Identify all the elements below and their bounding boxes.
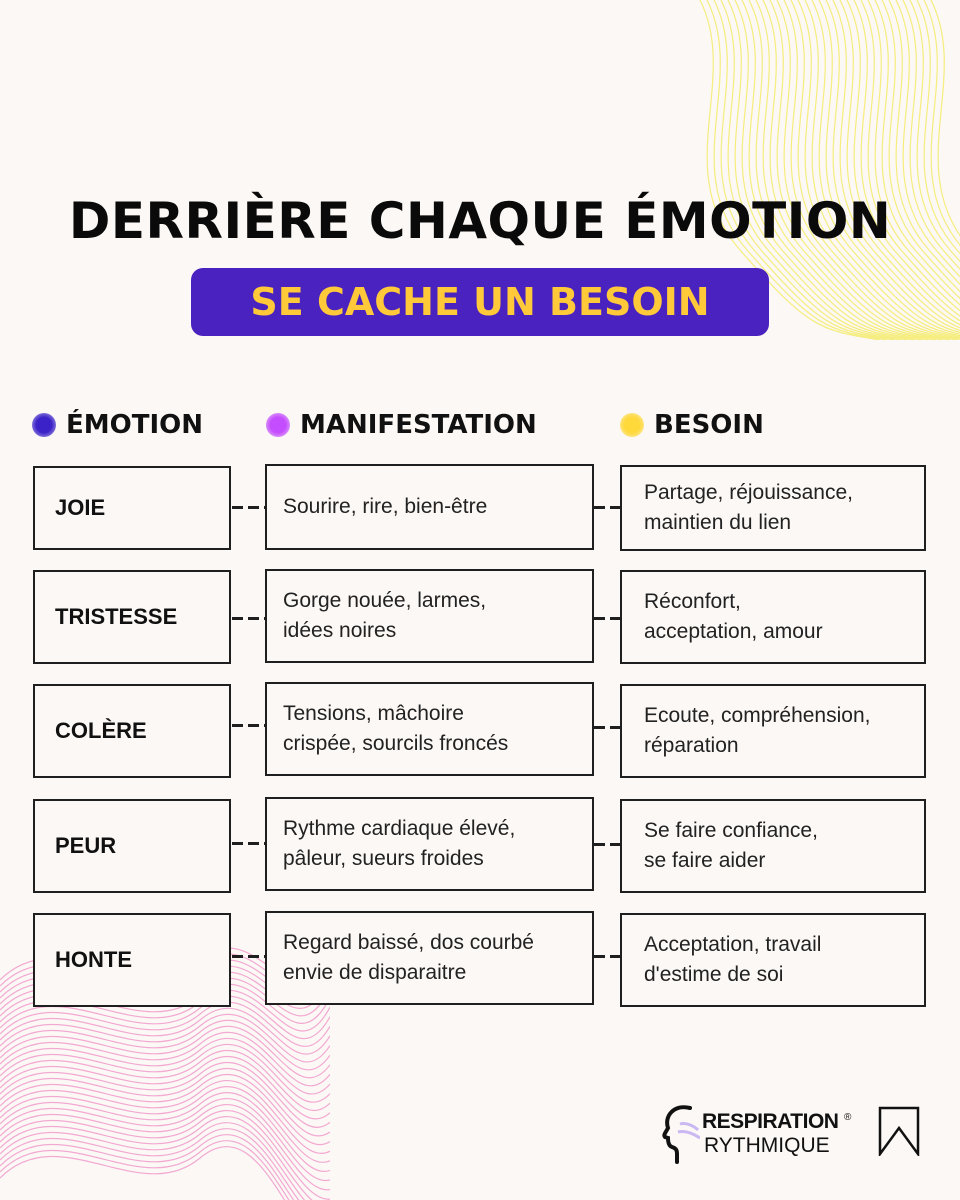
emotion-cell: HONTE xyxy=(33,913,231,1007)
wave-line xyxy=(0,1129,330,1200)
wave-line xyxy=(798,0,960,340)
dashed-connector xyxy=(232,617,265,620)
wave-line xyxy=(819,0,960,340)
wave-line xyxy=(777,0,957,340)
wave-line xyxy=(868,0,960,340)
emotion-dot-icon xyxy=(32,413,56,437)
wave-line xyxy=(812,0,960,340)
dashed-connector xyxy=(232,955,265,958)
wave-line xyxy=(0,1117,330,1200)
wave-line xyxy=(0,1020,330,1070)
wave-line xyxy=(756,0,936,340)
dashed-connector xyxy=(594,506,620,509)
dashed-connector xyxy=(594,843,620,846)
emotion-cell: COLÈRE xyxy=(33,684,231,778)
wave-line xyxy=(0,1105,330,1190)
dashed-connector xyxy=(594,955,620,958)
manifestation-dot-icon xyxy=(266,413,290,437)
wave-line xyxy=(0,1008,330,1054)
besoin-cell: Se faire confiance, se faire aider xyxy=(620,799,926,893)
brand-name-line2: RYTHMIQUE xyxy=(704,1134,830,1157)
manifestation-cell: Gorge nouée, larmes, idées noires xyxy=(265,569,594,663)
table-row xyxy=(0,569,960,665)
emotion-cell: PEUR xyxy=(33,799,231,893)
head-profile-icon xyxy=(660,1102,700,1164)
wave-line xyxy=(875,0,960,340)
page-title: DERRIÈRE CHAQUE ÉMOTION xyxy=(68,192,892,250)
wave-line xyxy=(0,1147,330,1200)
column-header-besoin xyxy=(620,410,764,440)
wave-line xyxy=(903,0,960,340)
table-row xyxy=(0,797,960,893)
table-row xyxy=(0,911,960,1007)
wave-line xyxy=(805,0,960,340)
wave-line xyxy=(826,0,960,340)
column-header-manifestation xyxy=(266,410,537,440)
wave-line xyxy=(882,0,960,340)
wave-line xyxy=(0,1050,330,1110)
besoin-cell: Partage, réjouissance, maintien du lien xyxy=(620,465,926,551)
wave-line xyxy=(0,1074,330,1144)
dashed-connector xyxy=(232,724,265,727)
subtitle-text: SE CACHE UN BESOIN xyxy=(250,280,710,324)
dashed-connector xyxy=(232,842,265,845)
wave-line xyxy=(0,1002,330,1046)
column-header-besoin-label: BESOIN xyxy=(654,410,764,440)
table-row xyxy=(0,682,960,778)
wave-line xyxy=(791,0,960,340)
wave-line xyxy=(889,0,960,340)
wave-line xyxy=(0,1092,330,1171)
bookmark-icon[interactable] xyxy=(878,1106,920,1156)
wave-line xyxy=(861,0,960,340)
wave-line xyxy=(931,0,960,340)
manifestation-cell: Rythme cardiaque élevé, pâleur, sueurs froides xyxy=(265,797,594,891)
dashed-connector xyxy=(594,726,620,729)
wave-line xyxy=(770,0,950,340)
besoin-cell: Acceptation, travail d'estime de soi xyxy=(620,913,926,1007)
wave-line xyxy=(924,0,960,340)
manifestation-cell: Tensions, mâchoire crispée, sourcils froncés xyxy=(265,682,594,776)
wave-line xyxy=(0,1086,330,1162)
wave-line xyxy=(917,0,960,340)
wave-line xyxy=(763,0,943,340)
wave-line xyxy=(0,1044,330,1102)
wave-line xyxy=(0,1062,330,1127)
besoin-cell: Ecoute, compréhension, réparation xyxy=(620,684,926,778)
wave-line xyxy=(0,1038,330,1094)
besoin-cell: Réconfort, acceptation, amour xyxy=(620,570,926,664)
emotion-cell: TRISTESSE xyxy=(33,570,231,664)
wave-line xyxy=(784,0,960,340)
dashed-connector xyxy=(594,617,620,620)
besoin-dot-icon xyxy=(620,413,644,437)
wave-line xyxy=(0,1111,330,1200)
wave-line xyxy=(0,1123,330,1200)
manifestation-cell: Sourire, rire, bien-être xyxy=(265,464,594,550)
wave-line xyxy=(0,1026,330,1078)
wave-line xyxy=(0,1032,330,1086)
wave-line xyxy=(0,1014,330,1062)
wave-line xyxy=(833,0,960,340)
wave-line xyxy=(0,1099,330,1181)
column-header-emotion xyxy=(32,410,203,440)
column-header-emotion-label: ÉMOTION xyxy=(66,410,204,440)
wave-line xyxy=(0,1080,330,1153)
wave-line xyxy=(0,1056,330,1119)
wave-line xyxy=(854,0,960,340)
dashed-connector xyxy=(232,506,265,509)
wave-line xyxy=(847,0,960,340)
brand-logo xyxy=(660,1102,870,1164)
wave-line xyxy=(0,1141,330,1200)
registered-mark: ® xyxy=(844,1112,852,1123)
emotion-cell: JOIE xyxy=(33,466,231,550)
wave-line xyxy=(910,0,960,340)
wave-line xyxy=(840,0,960,340)
wave-line xyxy=(896,0,960,340)
table-row xyxy=(0,464,960,552)
brand-name-line1: RESPIRATION xyxy=(702,1110,839,1133)
wave-line xyxy=(742,0,922,340)
subtitle-banner xyxy=(191,268,769,336)
wave-line xyxy=(0,1068,330,1136)
wave-line xyxy=(749,0,929,340)
column-header-manifestation-label: MANIFESTATION xyxy=(300,410,537,440)
wave-line xyxy=(0,1135,330,1200)
manifestation-cell: Regard baissé, dos courbé envie de disparaitre xyxy=(265,911,594,1005)
